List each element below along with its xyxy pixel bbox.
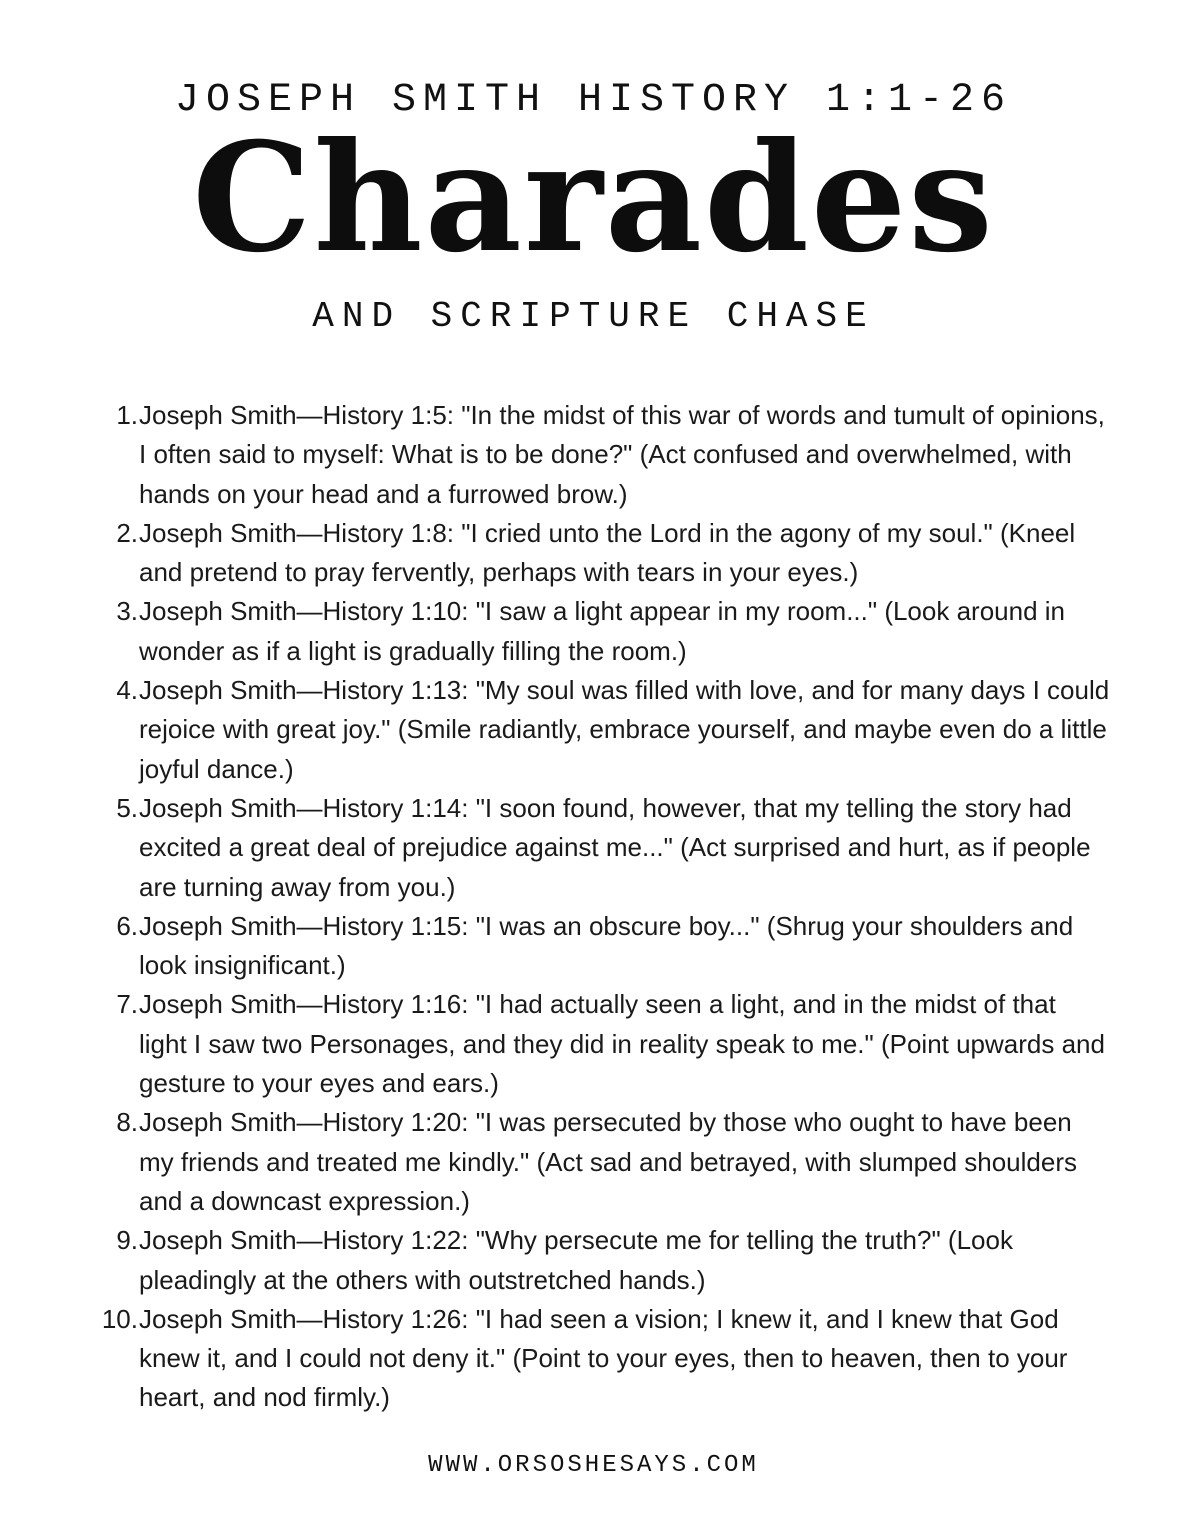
item-text: Joseph Smith—History 1:22: "Why persecute me for telling the truth?" (Look pleadingly at the others with outstretched hands.) — [139, 1225, 1013, 1295]
item-text: Joseph Smith—History 1:10: "I saw a light appear in my room..." (Look around in wonder as if a light is gradually filling the room.) — [139, 596, 1065, 666]
page-title: Charades — [192, 110, 995, 286]
item-text: Joseph Smith—History 1:14: "I soon found, however, that my telling the story had excited a great deal of prejudice against me..." (Act surprised and hurt, as if people are turning away from you.) — [139, 792, 1091, 902]
item-number: 5. — [116, 792, 138, 823]
item-text: Joseph Smith—History 1:26: "I had seen a vision; I knew it, and I knew that God knew it, and I could not deny it." (Point to your eyes, then to heaven, then to your heart, and nod firmly.) — [139, 1303, 1068, 1413]
list-item — [90, 514, 1110, 593]
item-text: Joseph Smith—History 1:13: "My soul was filled with love, and for many days I could rejoice with great joy." (Smile radiantly, embrace yourself, and maybe even do a little joyful dance.) — [139, 675, 1110, 784]
item-number: 10. — [101, 1303, 138, 1334]
item-number: 8. — [116, 1107, 138, 1138]
list-item — [90, 907, 1110, 986]
item-number: 7. — [116, 989, 138, 1020]
list-item — [90, 789, 1110, 907]
item-text: Joseph Smith—History 1:20: "I was persecuted by those who ought to have been my friends and treated me kindly." (Act sad and betrayed, with slumped shoulders and a downcast expression.) — [139, 1107, 1077, 1216]
subtitle-top: JOSEPH SMITH HISTORY 1:1-26 — [174, 78, 1013, 123]
list-item — [90, 1300, 1110, 1418]
list-item — [90, 671, 1110, 789]
item-text: Joseph Smith—History 1:5: "In the midst of this war of words and tumult of opinions, I often said to myself: What is to be done?" (Act confused and overwhelmed, with hands on your head and a furrowed brow.) — [139, 400, 1105, 509]
item-number: 4. — [116, 675, 138, 706]
item-text: Joseph Smith—History 1:8: "I cried unto the Lord in the agony of my soul." (Kneel and pretend to pray fervently, perhaps with tears in your eyes.) — [139, 517, 1076, 588]
item-number: 1. — [116, 400, 138, 430]
item-text: Joseph Smith—History 1:16: "I had actually seen a light, and in the midst of that light I saw two Personages, and they did in reality speak to me." (Point upwards and gesture to your eyes and ears.) — [139, 989, 1105, 1099]
item-number: 6. — [116, 910, 138, 941]
item-text: Joseph Smith—History 1:15: "I was an obscure boy..." (Shrug your shoulders and look insignificant.) — [139, 910, 1074, 981]
subtitle-bottom: AND SCRIPTURE CHASE — [312, 296, 875, 337]
list-item — [90, 1221, 1110, 1300]
item-number: 9. — [116, 1225, 138, 1256]
charades-list — [90, 396, 1110, 1418]
list-item — [90, 592, 1110, 671]
item-number: 2. — [116, 517, 138, 548]
footer-url: WWW.ORSOSHESAYS.COM — [428, 1452, 759, 1479]
list-item — [90, 1103, 1110, 1221]
list-item — [90, 985, 1110, 1103]
item-number: 3. — [116, 596, 138, 627]
list-item — [90, 396, 1110, 514]
